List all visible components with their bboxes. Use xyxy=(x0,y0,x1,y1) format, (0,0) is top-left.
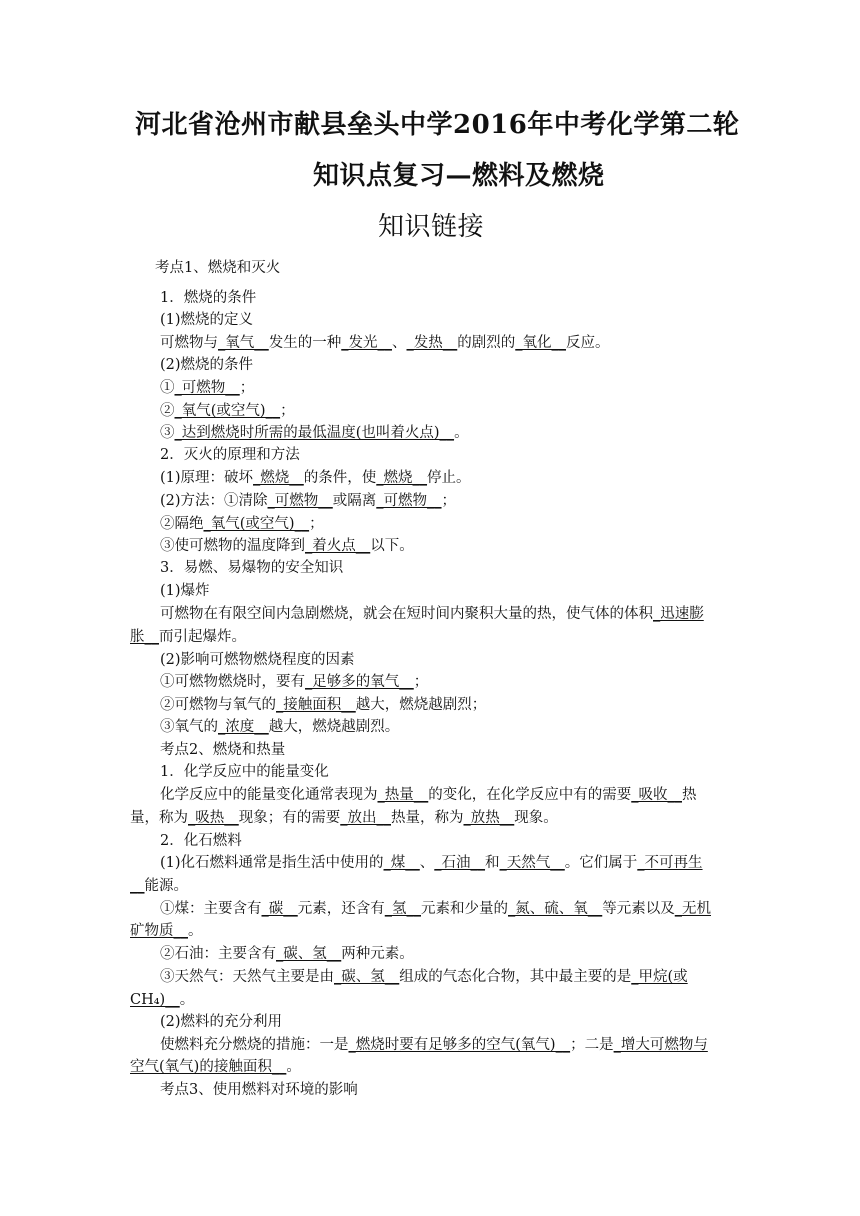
line-text: 可燃物与 xyxy=(160,335,218,351)
line-text: 考点2、燃烧和热量 xyxy=(160,742,286,758)
line-text: 两种元素。 xyxy=(341,946,414,962)
line-text: 和 xyxy=(485,855,500,871)
line-text: ① xyxy=(160,380,175,396)
line-text: (1)燃烧的定义 xyxy=(160,312,254,328)
answer-blank: CH₄)__ xyxy=(130,992,180,1008)
text-line xyxy=(160,355,253,375)
text-line xyxy=(160,944,414,964)
line-text: ② xyxy=(160,403,175,419)
line-text: 的条件，使 xyxy=(303,470,377,486)
line-text: 2．灭火的原理和方法 xyxy=(160,447,300,463)
answer-blank: _可燃物__ xyxy=(376,493,442,509)
text-line xyxy=(160,717,399,737)
line-text: 的剧烈的 xyxy=(457,335,516,351)
line-text: ②石油：主要含有 xyxy=(160,946,276,962)
text-line xyxy=(160,288,256,308)
line-text: ②可燃物与氧气的 xyxy=(160,697,276,713)
answer-blank: _燃烧时要有足够多的空气(氧气)__ xyxy=(348,1037,571,1053)
text-line xyxy=(160,1012,282,1032)
text-line xyxy=(160,831,242,851)
answer-blank: _碳__ xyxy=(261,901,298,917)
line-text: 。 xyxy=(286,1059,301,1075)
document-title-line2: 知识点复习—燃料及燃烧 xyxy=(313,161,605,191)
text-line xyxy=(160,558,343,578)
text-line xyxy=(160,581,210,601)
line-text: (1)原理：破坏 xyxy=(160,470,254,486)
text-line xyxy=(160,536,414,556)
line-text: (1)爆炸 xyxy=(160,583,210,599)
answer-blank: _可燃物__ xyxy=(267,493,333,509)
line-text: ③使可燃物的温度降到 xyxy=(160,538,305,554)
answer-blank: _放出__ xyxy=(340,810,391,826)
line-text: 组成的气态化合物，其中最主要的是 xyxy=(399,969,632,985)
line-text: 热量，称为 xyxy=(391,810,464,826)
text-line xyxy=(130,627,246,647)
line-text: 。 xyxy=(188,923,203,939)
line-text: 2．化石燃料 xyxy=(160,833,242,849)
line-text: 3．易燃、易爆物的安全知识 xyxy=(160,560,344,576)
text-line xyxy=(160,1080,358,1100)
text-line xyxy=(160,740,285,760)
line-text: 元素，还含有 xyxy=(297,901,385,917)
answer-blank: _发热__ xyxy=(406,335,458,351)
text-line xyxy=(160,514,324,534)
answer-blank: _氧气(或空气)__ xyxy=(174,403,281,419)
answer-blank: _足够多的氧气__ xyxy=(305,674,414,690)
line-text: ③ xyxy=(160,425,175,441)
text-line xyxy=(155,258,280,278)
answer-blank: _氧化__ xyxy=(515,335,566,351)
answer-blank: _无机 xyxy=(674,901,711,917)
line-text: ①可燃物燃烧时，要有 xyxy=(160,674,305,690)
text-line xyxy=(160,491,456,511)
text-line xyxy=(160,672,428,692)
line-text: 量，称为 xyxy=(130,810,188,826)
text-line xyxy=(160,1035,708,1055)
line-text: 考点3、使用燃料对环境的影响 xyxy=(160,1082,358,1098)
line-text: (1)化石燃料通常是指生活中使用的 xyxy=(160,855,384,871)
answer-blank: _碳、氢__ xyxy=(276,946,342,962)
line-text: ； xyxy=(441,493,457,509)
answer-blank: _天然气__ xyxy=(499,855,565,871)
answer-blank: _吸热__ xyxy=(188,810,239,826)
line-text: (2)影响可燃物燃烧程度的因素 xyxy=(160,652,355,668)
answer-blank: _吸收__ xyxy=(631,787,682,803)
text-line xyxy=(160,310,253,330)
answer-blank: _石油__ xyxy=(434,855,486,871)
line-text: 1．化学反应中的能量变化 xyxy=(160,764,329,780)
answer-blank: _达到燃烧时所需的最低温度(也叫着火点)__ xyxy=(174,425,455,441)
text-line xyxy=(160,445,300,465)
text-line xyxy=(160,650,355,670)
line-text: 使燃料充分燃烧的措施：一是 xyxy=(160,1037,349,1053)
answer-blank: _热量__ xyxy=(377,787,429,803)
line-text: 发生的一种 xyxy=(268,335,342,351)
text-line xyxy=(130,876,188,896)
line-text: 而引起爆炸。 xyxy=(159,629,246,645)
line-text: 。它们属于 xyxy=(564,855,638,871)
text-line xyxy=(160,762,329,782)
answer-blank: _燃烧__ xyxy=(253,470,304,486)
answer-blank: _氧气__ xyxy=(218,335,269,351)
line-text: 现象。 xyxy=(514,810,558,826)
text-line xyxy=(160,604,704,624)
line-text: (2)燃料的充分利用 xyxy=(160,1014,283,1030)
section-heading: 知识链接 xyxy=(378,212,485,242)
answer-blank: _不可再生 xyxy=(637,855,703,871)
line-text: 化学反应中的能量变化通常表现为 xyxy=(160,787,378,803)
line-text: ①煤：主要含有 xyxy=(160,901,262,917)
line-text: 考点1、燃烧和灭火 xyxy=(155,260,281,276)
line-text: ②隔绝 xyxy=(160,516,204,532)
line-text: 能源。 xyxy=(144,878,188,894)
text-line xyxy=(160,468,471,488)
text-line xyxy=(160,967,688,987)
line-text: 反应。 xyxy=(566,335,610,351)
answer-blank: _迅速膨 xyxy=(653,606,704,622)
line-text: (2)燃烧的条件 xyxy=(160,357,254,373)
text-line xyxy=(160,853,703,873)
line-text: 越大，燃烧越剧烈； xyxy=(355,697,487,713)
line-text: 、 xyxy=(419,855,435,871)
answer-blank: _碳、氢__ xyxy=(334,969,400,985)
line-text: 现象；有的需要 xyxy=(238,810,341,826)
text-line xyxy=(130,1057,301,1077)
text-line xyxy=(130,808,558,828)
answer-blank: _增大可燃物与 xyxy=(613,1037,708,1053)
answer-blank: _接触面积__ xyxy=(276,697,356,713)
text-line xyxy=(130,990,194,1010)
answer-blank: 空气(氧气)的接触面积__ xyxy=(130,1059,287,1075)
line-text: 的变化，在化学反应中有的需要 xyxy=(428,787,632,803)
line-text: ③天然气：天然气主要是由 xyxy=(160,969,334,985)
answer-blank: _浓度__ xyxy=(218,719,269,735)
line-text: ； xyxy=(413,674,429,690)
text-line xyxy=(160,899,711,919)
answer-blank: _煤__ xyxy=(383,855,420,871)
answer-blank: _氢__ xyxy=(384,901,421,917)
line-text: 1．燃烧的条件 xyxy=(160,290,257,306)
line-text: 。 xyxy=(179,992,195,1008)
text-line xyxy=(160,785,697,805)
line-text: 越大，燃烧越剧烈。 xyxy=(268,719,400,735)
answer-blank: _甲烷(或 xyxy=(631,969,688,985)
line-text: 、 xyxy=(392,335,407,351)
line-text: 热 xyxy=(682,787,697,803)
answer-blank: 矿物质__ xyxy=(130,923,188,939)
line-text: ； xyxy=(309,516,324,532)
line-text: 。 xyxy=(454,425,469,441)
line-text: (2)方法：①清除 xyxy=(160,493,268,509)
text-line xyxy=(160,423,469,443)
line-text: 以下。 xyxy=(370,538,414,554)
answer-blank: _氧气(或空气)__ xyxy=(203,516,310,532)
text-line xyxy=(160,695,486,715)
line-text: 或隔离 xyxy=(332,493,377,509)
answer-blank: __ xyxy=(130,878,145,894)
document-title-line1: 河北省沧州市献县垒头中学2016年中考化学第二轮 xyxy=(135,110,740,140)
answer-blank: _着火点__ xyxy=(305,538,371,554)
line-text: ；二是 xyxy=(570,1037,614,1053)
line-text: 元素和少量的 xyxy=(421,901,508,917)
answer-blank: _放热__ xyxy=(463,810,515,826)
line-text: 等元素以及 xyxy=(602,901,675,917)
answer-blank: 胀__ xyxy=(130,629,159,645)
text-line xyxy=(130,921,203,941)
text-line xyxy=(160,401,295,421)
text-line xyxy=(160,378,254,398)
line-text: ； xyxy=(239,380,255,396)
line-text: 停止。 xyxy=(427,470,471,486)
answer-blank: _发光__ xyxy=(341,335,392,351)
answer-blank: _可燃物__ xyxy=(174,380,240,396)
line-text: ； xyxy=(280,403,295,419)
text-line xyxy=(160,333,610,353)
answer-blank: _燃烧__ xyxy=(376,470,428,486)
line-text: 可燃物在有限空间内急剧燃烧，就会在短时间内聚积大量的热，使气体的体积 xyxy=(160,606,653,622)
answer-blank: _氮、硫、氧__ xyxy=(508,901,603,917)
line-text: ③氧气的 xyxy=(160,719,218,735)
